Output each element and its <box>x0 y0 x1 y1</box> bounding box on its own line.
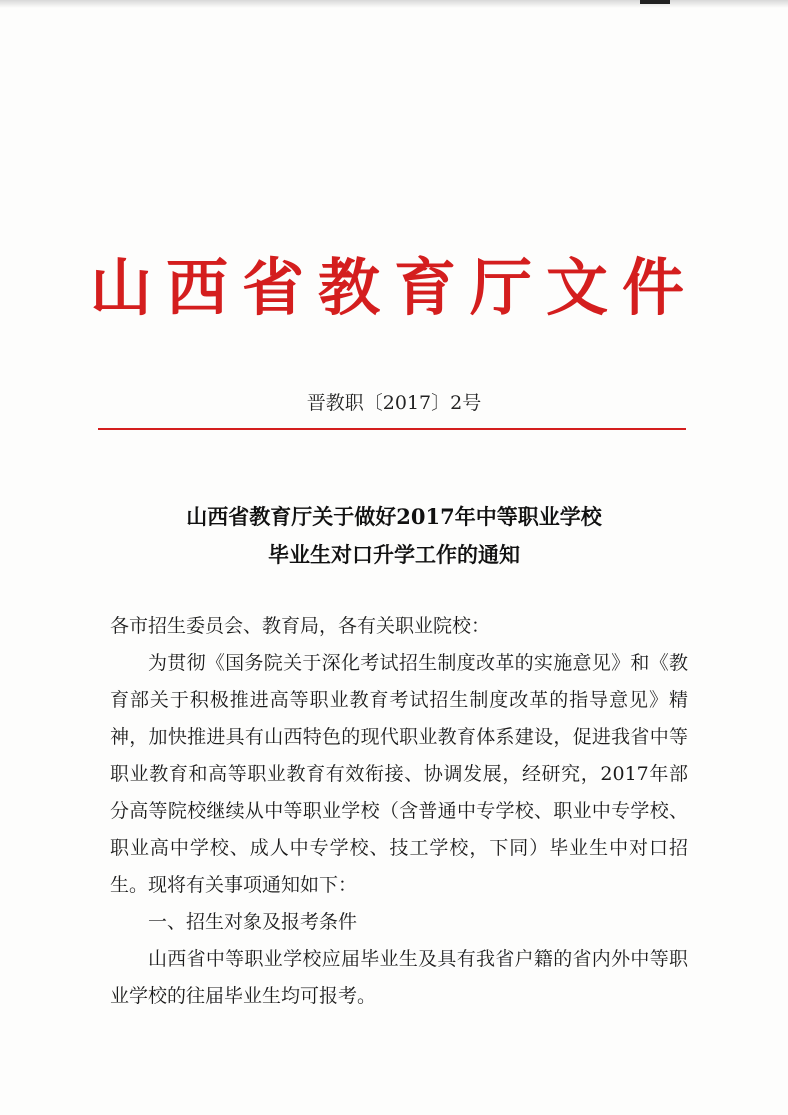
scan-mark <box>640 0 670 4</box>
notice-body <box>110 608 688 1015</box>
salutation: 各市招生委员会、教育局，各有关职业院校： <box>110 615 491 637</box>
notice-title-line-1: 山西省教育厅关于做好2017年中等职业学校 <box>186 504 602 529</box>
document-number: 晋教职〔2017〕2号 <box>306 392 482 414</box>
notice-title <box>0 498 788 574</box>
paragraph-1: 为贯彻《国务院关于深化考试招生制度改革的实施意见》和《教育部关于积极推进高等职业教育考试招生制度改革的指导意见》精神，加快推进具有山西特色的现代职业教育体系建设，促进我省中等职业教育和高等职业教育有效衔接、协调发展，经研究，2017年部分高等院校继续从中等职业学校（含普通中专学校、职业中专学校、职业高中学校、成人中专学校、技工学校，下同）毕业生中对口招生。现将有关事项通知如下： <box>110 652 688 896</box>
section-1-text: 山西省中等职业学校应届毕业生及具有我省户籍的省内外中等职业学校的往届毕业生均可报考。 <box>110 948 688 1007</box>
section-1-heading: 一、招生对象及报考条件 <box>148 911 358 933</box>
document-header-title: 山西省教育厅文件 <box>89 251 698 324</box>
red-separator-line <box>98 428 686 430</box>
notice-title-line-2: 毕业生对口升学工作的通知 <box>268 542 520 567</box>
